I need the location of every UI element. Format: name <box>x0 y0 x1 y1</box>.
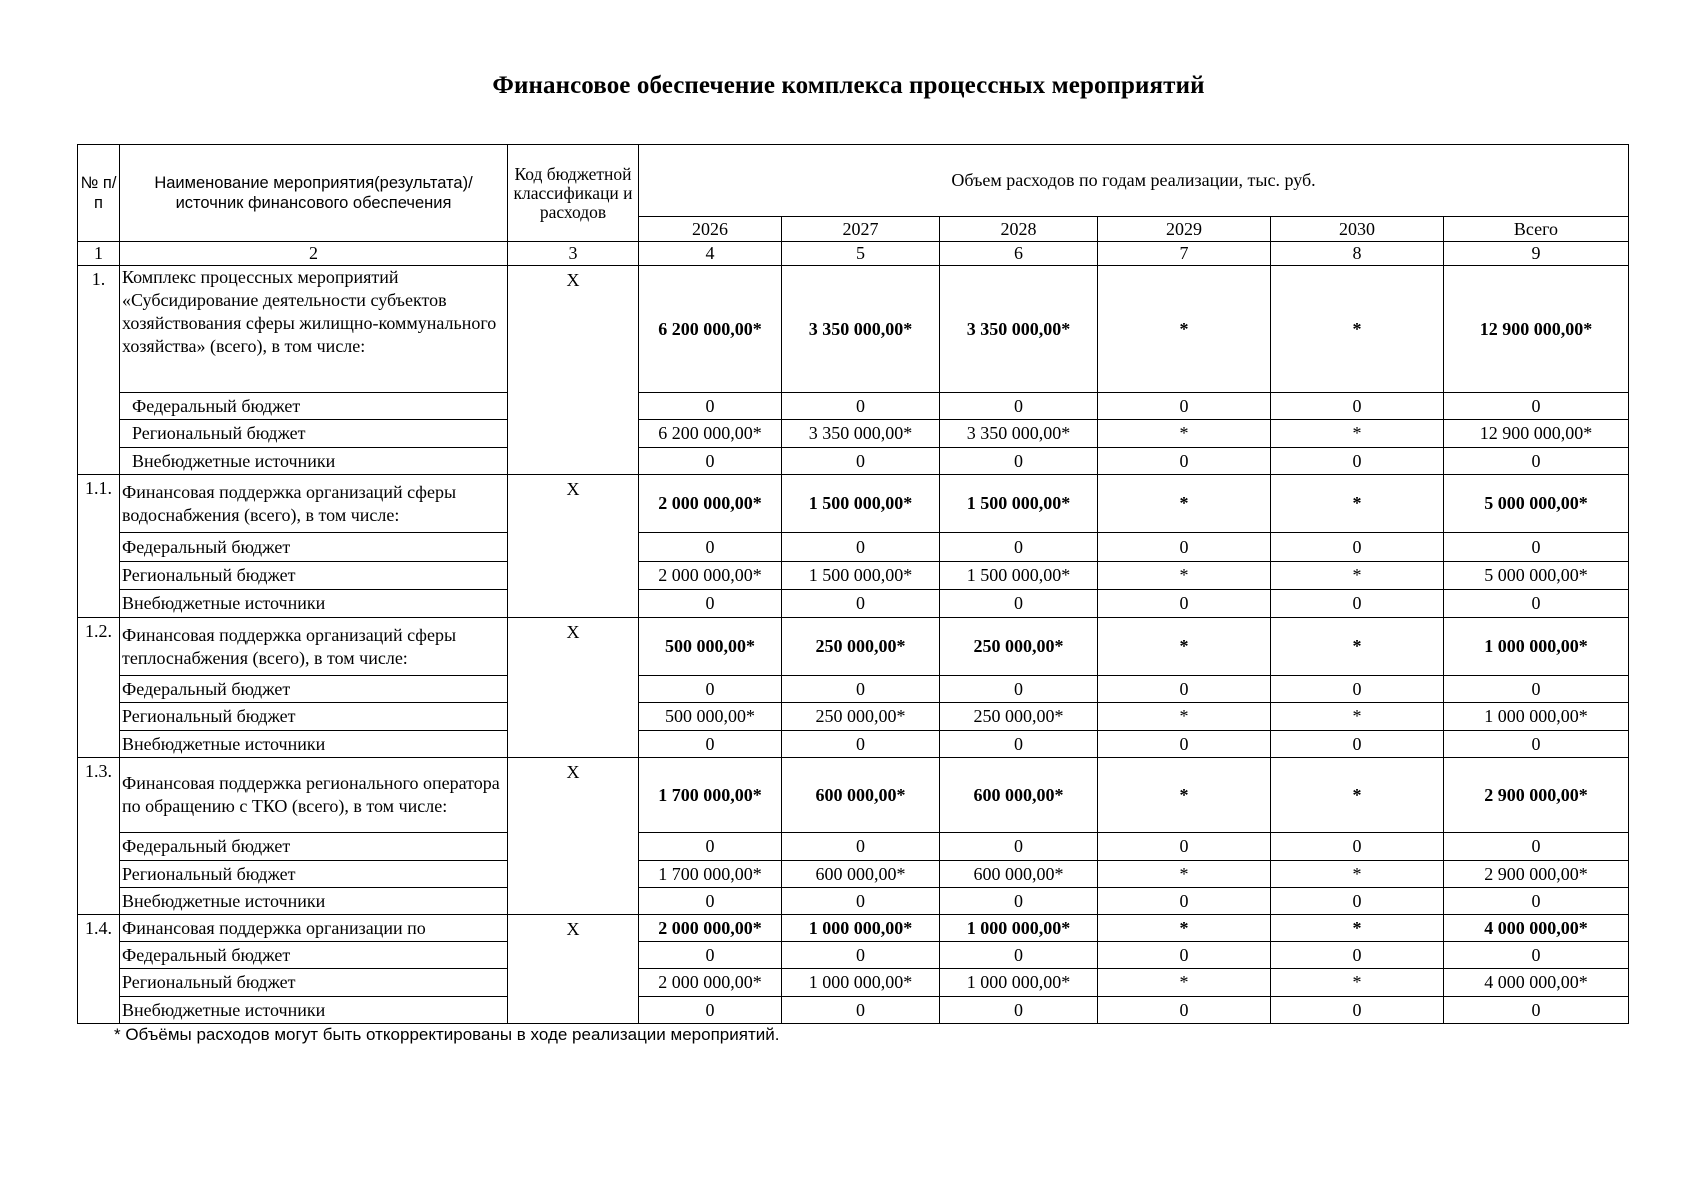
amount: * <box>1098 420 1271 448</box>
amount: * <box>1271 861 1444 888</box>
amount: 0 <box>1444 676 1629 703</box>
amount-total: 5 000 000,00* <box>1444 475 1629 533</box>
footnote: * Объёмы расходов могут быть откорректированы в ходе реализации мероприятий. <box>114 1025 780 1044</box>
column-index: 6 <box>940 242 1098 266</box>
amount: 0 <box>1098 533 1271 562</box>
amount: 0 <box>1271 676 1444 703</box>
table-row <box>78 915 1629 942</box>
amount: * <box>1271 562 1444 590</box>
funding-source: Федеральный бюджет <box>120 833 508 861</box>
amount: 12 900 000,00* <box>1444 420 1629 448</box>
header-year: 2030 <box>1271 217 1444 242</box>
table-row <box>78 475 1629 533</box>
amount-total: 2 900 000,00* <box>1444 758 1629 833</box>
header-year: 2028 <box>940 217 1098 242</box>
table-row <box>78 703 1629 731</box>
amount-total: * <box>1271 266 1444 393</box>
amount: 1 000 000,00* <box>1444 703 1629 731</box>
amount-total: * <box>1098 618 1271 676</box>
amount: 600 000,00* <box>782 861 940 888</box>
activity-name: Финансовая поддержка организаций сферы теплоснабжения (всего), в том числе: <box>120 618 508 676</box>
table-row <box>78 942 1629 969</box>
amount: 2 000 000,00* <box>639 969 782 997</box>
amount-total: 600 000,00* <box>782 758 940 833</box>
table-row <box>78 590 1629 618</box>
amount: 0 <box>1098 731 1271 758</box>
amount-total: * <box>1098 915 1271 942</box>
funding-source: Региональный бюджет <box>120 420 508 448</box>
budget-code: X <box>508 266 639 475</box>
amount: 0 <box>782 448 940 475</box>
funding-source: Внебюджетные источники <box>120 590 508 618</box>
amount-total: * <box>1271 475 1444 533</box>
amount: 0 <box>639 393 782 420</box>
amount: 0 <box>1098 997 1271 1024</box>
amount-total: 250 000,00* <box>940 618 1098 676</box>
amount: 0 <box>940 448 1098 475</box>
amount-total: 1 000 000,00* <box>782 915 940 942</box>
funding-source: Региональный бюджет <box>120 969 508 997</box>
table-body <box>78 266 1629 1024</box>
amount: 0 <box>782 997 940 1024</box>
funding-source: Внебюджетные источники <box>120 997 508 1024</box>
amount: * <box>1098 969 1271 997</box>
funding-source: Федеральный бюджет <box>120 533 508 562</box>
amount: 0 <box>1444 833 1629 861</box>
column-index: 1 <box>78 242 120 266</box>
amount: 0 <box>639 731 782 758</box>
amount: 0 <box>1271 731 1444 758</box>
amount: 0 <box>1444 997 1629 1024</box>
budget-code: X <box>508 618 639 758</box>
column-index: 2 <box>120 242 508 266</box>
amount-total: 4 000 000,00* <box>1444 915 1629 942</box>
funding-source: Региональный бюджет <box>120 861 508 888</box>
amount-total: 250 000,00* <box>782 618 940 676</box>
amount: 0 <box>1098 590 1271 618</box>
header-volume: Объем расходов по годам реализации, тыс. руб. <box>639 145 1629 217</box>
amount: 0 <box>1098 448 1271 475</box>
amount: 0 <box>1271 942 1444 969</box>
amount: 0 <box>639 888 782 915</box>
amount: 1 000 000,00* <box>940 969 1098 997</box>
amount: 0 <box>639 448 782 475</box>
funding-source: Внебюджетные источники <box>120 888 508 915</box>
amount: 0 <box>1444 393 1629 420</box>
amount: 0 <box>639 942 782 969</box>
amount: 1 000 000,00* <box>782 969 940 997</box>
row-number: 1.3. <box>78 758 120 915</box>
column-index: 7 <box>1098 242 1271 266</box>
budget-code: X <box>508 915 639 1024</box>
table-row <box>78 758 1629 833</box>
funding-source: Федеральный бюджет <box>120 676 508 703</box>
amount: * <box>1098 861 1271 888</box>
budget-code: X <box>508 475 639 618</box>
amount: 250 000,00* <box>782 703 940 731</box>
amount-total: 500 000,00* <box>639 618 782 676</box>
table-row <box>78 266 1629 393</box>
column-index: 4 <box>639 242 782 266</box>
financing-table <box>77 144 1629 1024</box>
amount: 0 <box>1444 731 1629 758</box>
amount: 0 <box>1444 590 1629 618</box>
amount: 0 <box>639 533 782 562</box>
activity-name: Финансовая поддержка регионального оператора по обращению с ТКО (всего), в том числе: <box>120 758 508 833</box>
amount: 500 000,00* <box>639 703 782 731</box>
amount-total: 3 350 000,00* <box>940 266 1098 393</box>
activity-name: Финансовая поддержка организации по <box>120 915 508 942</box>
amount: 0 <box>782 731 940 758</box>
amount: 0 <box>782 393 940 420</box>
page-title: Финансовое обеспечение комплекса процессных мероприятий <box>492 72 1205 99</box>
amount: 0 <box>1271 888 1444 915</box>
amount: 0 <box>1444 448 1629 475</box>
amount: 1 500 000,00* <box>940 562 1098 590</box>
amount: 1 500 000,00* <box>782 562 940 590</box>
column-index-row <box>78 242 1629 266</box>
amount-total: * <box>1271 618 1444 676</box>
column-index: 3 <box>508 242 639 266</box>
table-row <box>78 448 1629 475</box>
amount: 0 <box>940 997 1098 1024</box>
amount: 0 <box>1271 590 1444 618</box>
amount: 0 <box>1271 833 1444 861</box>
amount-total: 1 000 000,00* <box>940 915 1098 942</box>
amount: 0 <box>940 676 1098 703</box>
funding-source: Федеральный бюджет <box>120 942 508 969</box>
amount: 0 <box>1098 833 1271 861</box>
column-index: 8 <box>1271 242 1444 266</box>
amount-total: 6 200 000,00* <box>639 266 782 393</box>
amount: 0 <box>1098 942 1271 969</box>
funding-source: Внебюджетные источники <box>120 448 508 475</box>
amount-total: * <box>1098 475 1271 533</box>
amount: 0 <box>940 590 1098 618</box>
funding-source: Федеральный бюджет <box>120 393 508 420</box>
amount: 2 000 000,00* <box>639 562 782 590</box>
amount: * <box>1271 703 1444 731</box>
activity-name: Комплекс процессных мероприятий «Субсидирование деятельности субъектов хозяйствования сферы жилищно-коммунального хозяйства» (всего), в том числе: <box>120 266 508 393</box>
header-name: Наименование мероприятия(результата)/ источник финансового обеспечения <box>120 145 508 242</box>
amount: 0 <box>940 533 1098 562</box>
table-row <box>78 420 1629 448</box>
amount: 0 <box>1444 533 1629 562</box>
table-row <box>78 833 1629 861</box>
amount-total: 600 000,00* <box>940 758 1098 833</box>
header-code: Код бюджетной классификаци и расходов <box>508 145 639 242</box>
amount: 0 <box>1444 888 1629 915</box>
row-number: 1.4. <box>78 915 120 1024</box>
amount: 0 <box>1444 942 1629 969</box>
amount-total: 1 500 000,00* <box>940 475 1098 533</box>
amount: 4 000 000,00* <box>1444 969 1629 997</box>
table-row <box>78 861 1629 888</box>
amount-total: 1 500 000,00* <box>782 475 940 533</box>
amount: 0 <box>782 676 940 703</box>
funding-source: Внебюджетные источники <box>120 731 508 758</box>
amount: * <box>1271 420 1444 448</box>
table-row <box>78 731 1629 758</box>
amount: 0 <box>940 731 1098 758</box>
table-row <box>78 533 1629 562</box>
table-row <box>78 888 1629 915</box>
amount: 0 <box>1271 393 1444 420</box>
amount-total: * <box>1098 266 1271 393</box>
amount: 6 200 000,00* <box>639 420 782 448</box>
amount: 0 <box>782 833 940 861</box>
amount: 0 <box>940 393 1098 420</box>
amount: 1 700 000,00* <box>639 861 782 888</box>
amount-total: 3 350 000,00* <box>782 266 940 393</box>
amount-total: * <box>1271 915 1444 942</box>
amount: 0 <box>1271 533 1444 562</box>
row-number: 1.1. <box>78 475 120 618</box>
funding-source: Региональный бюджет <box>120 703 508 731</box>
amount: 0 <box>639 833 782 861</box>
amount: 0 <box>1271 997 1444 1024</box>
amount: * <box>1098 562 1271 590</box>
amount-total: 2 000 000,00* <box>639 475 782 533</box>
amount: 0 <box>1271 448 1444 475</box>
amount: * <box>1098 703 1271 731</box>
amount: 0 <box>782 590 940 618</box>
row-number: 1.2. <box>78 618 120 758</box>
amount: 0 <box>940 833 1098 861</box>
amount: 0 <box>1098 888 1271 915</box>
header-year: 2027 <box>782 217 940 242</box>
amount: 0 <box>639 676 782 703</box>
table-row <box>78 997 1629 1024</box>
amount: 5 000 000,00* <box>1444 562 1629 590</box>
amount: 3 350 000,00* <box>940 420 1098 448</box>
amount: 0 <box>940 942 1098 969</box>
row-number: 1. <box>78 266 120 475</box>
table-row <box>78 969 1629 997</box>
amount: 2 900 000,00* <box>1444 861 1629 888</box>
amount-total: 12 900 000,00* <box>1444 266 1629 393</box>
amount: 0 <box>639 997 782 1024</box>
funding-source: Региональный бюджет <box>120 562 508 590</box>
amount: * <box>1271 969 1444 997</box>
amount: 0 <box>940 888 1098 915</box>
budget-code: X <box>508 758 639 915</box>
amount: 250 000,00* <box>940 703 1098 731</box>
amount: 600 000,00* <box>940 861 1098 888</box>
table-row <box>78 676 1629 703</box>
amount: 0 <box>1098 676 1271 703</box>
amount-total: * <box>1271 758 1444 833</box>
column-index: 9 <box>1444 242 1629 266</box>
amount-total: * <box>1098 758 1271 833</box>
amount: 0 <box>782 888 940 915</box>
header-year: 2029 <box>1098 217 1271 242</box>
amount-total: 2 000 000,00* <box>639 915 782 942</box>
amount: 0 <box>782 533 940 562</box>
table-row <box>78 618 1629 676</box>
amount: 0 <box>639 590 782 618</box>
column-index: 5 <box>782 242 940 266</box>
header-year: 2026 <box>639 217 782 242</box>
activity-name: Финансовая поддержка организаций сферы водоснабжения (всего), в том числе: <box>120 475 508 533</box>
amount-total: 1 000 000,00* <box>1444 618 1629 676</box>
header-total: Всего <box>1444 217 1629 242</box>
amount: 3 350 000,00* <box>782 420 940 448</box>
table-row <box>78 393 1629 420</box>
header-num: № п/п <box>78 145 120 242</box>
amount: 0 <box>1098 393 1271 420</box>
amount-total: 1 700 000,00* <box>639 758 782 833</box>
amount: 0 <box>782 942 940 969</box>
table-row <box>78 562 1629 590</box>
